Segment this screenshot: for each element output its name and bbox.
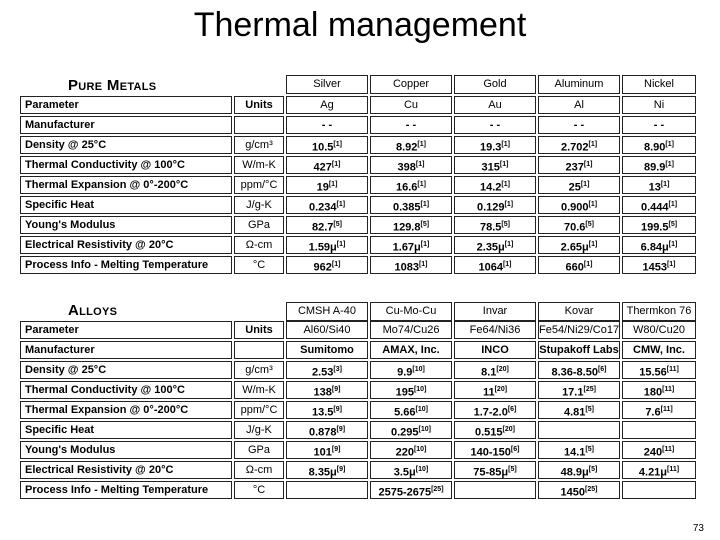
alloys-column-header: Invar [454, 302, 536, 321]
units-cell: g/cm³ [234, 136, 284, 154]
units-cell: J/g-K [234, 421, 284, 439]
value-cell: 129.8[5] [370, 216, 452, 234]
value-cell: 89.9[1] [622, 156, 696, 174]
units-cell: g/cm³ [234, 361, 284, 379]
parameter-label: Thermal Conductivity @ 100°C [20, 156, 232, 174]
value-cell: 1083[1] [370, 256, 452, 274]
value-cell: 14.1[5] [538, 441, 620, 459]
value-cell: 180[11] [622, 381, 696, 399]
table-row [20, 440, 696, 460]
table-row [20, 380, 696, 400]
value-cell: 8.1[20] [454, 361, 536, 379]
value-cell: 4.81[5] [538, 401, 620, 419]
value-cell [622, 481, 696, 499]
value-cell: 2575-2675[25] [370, 481, 452, 499]
parameter-label: Specific Heat [20, 196, 232, 214]
value-cell: INCO [454, 341, 536, 359]
alloys-column-header: CMSH A-40 [286, 302, 368, 321]
parameter-label: Process Info - Melting Temperature [20, 256, 232, 274]
value-cell: Ni [622, 96, 696, 114]
value-cell: 1064[1] [454, 256, 536, 274]
value-cell: 19.3[1] [454, 136, 536, 154]
table-row [20, 155, 696, 175]
value-cell: 0.385[1] [370, 196, 452, 214]
value-cell: 237[1] [538, 156, 620, 174]
table-row [20, 135, 696, 155]
value-cell: 8.36-8.50[6] [538, 361, 620, 379]
table-row [20, 400, 696, 420]
value-cell: 7.6[11] [622, 401, 696, 419]
value-cell [622, 421, 696, 439]
table-row [20, 340, 696, 360]
value-cell: 70.6[5] [538, 216, 620, 234]
units-cell [234, 116, 284, 134]
units-cell: W/m-K [234, 156, 284, 174]
value-cell: 0.878[9] [286, 421, 368, 439]
value-cell: 48.9μ[5] [538, 461, 620, 479]
value-cell: Al60/Si40 [286, 321, 368, 339]
units-cell: Ω-cm [234, 461, 284, 479]
units-cell: Units [234, 96, 284, 114]
units-cell: GPa [234, 441, 284, 459]
value-cell: 82.7[5] [286, 216, 368, 234]
parameter-label: Manufacturer [20, 341, 232, 359]
value-cell: 75-85μ[5] [454, 461, 536, 479]
value-cell: - - [286, 116, 368, 134]
alloys-column-header: Kovar [538, 302, 620, 321]
value-cell: 15.56[11] [622, 361, 696, 379]
value-cell [538, 421, 620, 439]
units-cell [234, 341, 284, 359]
alloys-column-header: Thermkon 76 [622, 302, 696, 321]
parameter-label: Density @ 25°C [20, 136, 232, 154]
value-cell [286, 481, 368, 499]
units-cell: GPa [234, 216, 284, 234]
value-cell: Fe64/Ni36 [454, 321, 536, 339]
table-row [20, 460, 696, 480]
value-cell: 5.66[10] [370, 401, 452, 419]
value-cell: 101[9] [286, 441, 368, 459]
value-cell: 240[11] [622, 441, 696, 459]
value-cell: 0.234[1] [286, 196, 368, 214]
value-cell: 8.35μ[9] [286, 461, 368, 479]
value-cell: AMAX, Inc. [370, 341, 452, 359]
parameter-label: Thermal Expansion @ 0°-200°C [20, 401, 232, 419]
pure-metals-column-header: Aluminum [538, 75, 620, 94]
value-cell [454, 481, 536, 499]
table-row [20, 320, 696, 340]
parameter-label: Electrical Resistivity @ 20°C [20, 236, 232, 254]
value-cell: 427[1] [286, 156, 368, 174]
value-cell: W80/Cu20 [622, 321, 696, 339]
value-cell: 2.702[1] [538, 136, 620, 154]
value-cell: 16.6[1] [370, 176, 452, 194]
value-cell: 13.5[9] [286, 401, 368, 419]
table-row [20, 480, 696, 500]
value-cell: Stupakoff Labs [538, 341, 620, 359]
value-cell: 2.53[3] [286, 361, 368, 379]
parameter-label: Process Info - Melting Temperature [20, 481, 232, 499]
value-cell: 199.5[5] [622, 216, 696, 234]
parameter-label: Thermal Expansion @ 0°-200°C [20, 176, 232, 194]
value-cell: 0.900[1] [538, 196, 620, 214]
slide-title: Thermal management [193, 6, 527, 44]
value-cell: 0.515[20] [454, 421, 536, 439]
value-cell: Sumitomo [286, 341, 368, 359]
value-cell: 78.5[5] [454, 216, 536, 234]
value-cell: CMW, Inc. [622, 341, 696, 359]
value-cell: 3.5μ[10] [370, 461, 452, 479]
alloys-column-header: Cu-Mo-Cu [370, 302, 452, 321]
value-cell: 4.21μ[11] [622, 461, 696, 479]
units-cell: W/m-K [234, 381, 284, 399]
value-cell: 138[9] [286, 381, 368, 399]
value-cell: 11[20] [454, 381, 536, 399]
value-cell: 9.9[10] [370, 361, 452, 379]
pure-metals-column-header: Gold [454, 75, 536, 94]
parameter-label: Young's Modulus [20, 441, 232, 459]
units-cell: Ω-cm [234, 236, 284, 254]
units-cell: °C [234, 481, 284, 499]
alloys-heading: Alloys [68, 302, 118, 319]
value-cell: 17.1[25] [538, 381, 620, 399]
units-cell: ppm/°C [234, 401, 284, 419]
table-row [20, 420, 696, 440]
units-cell: ppm/°C [234, 176, 284, 194]
parameter-label: Thermal Conductivity @ 100°C [20, 381, 232, 399]
value-cell: 660[1] [538, 256, 620, 274]
parameter-label: Specific Heat [20, 421, 232, 439]
pure-metals-column-header: Nickel [622, 75, 696, 94]
value-cell: 0.129[1] [454, 196, 536, 214]
page-number: 73 [692, 523, 704, 534]
parameter-label: Parameter [20, 96, 232, 114]
table-row [20, 95, 696, 115]
pure-metals-column-header: Silver [286, 75, 368, 94]
value-cell: - - [622, 116, 696, 134]
value-cell: 0.295[10] [370, 421, 452, 439]
value-cell: 2.65μ[1] [538, 236, 620, 254]
value-cell: 13[1] [622, 176, 696, 194]
value-cell: Mo74/Cu26 [370, 321, 452, 339]
value-cell: - - [538, 116, 620, 134]
value-cell: 315[1] [454, 156, 536, 174]
parameter-label: Density @ 25°C [20, 361, 232, 379]
value-cell: 140-150[6] [454, 441, 536, 459]
value-cell: 0.444[1] [622, 196, 696, 214]
units-cell: J/g-K [234, 196, 284, 214]
value-cell: Au [454, 96, 536, 114]
value-cell: 8.90[1] [622, 136, 696, 154]
units-cell: °C [234, 256, 284, 274]
value-cell: 962[1] [286, 256, 368, 274]
value-cell: Fe54/Ni29/Co17 [538, 321, 620, 339]
value-cell: Cu [370, 96, 452, 114]
value-cell: 195[10] [370, 381, 452, 399]
value-cell: 8.92[1] [370, 136, 452, 154]
table-row [20, 175, 696, 195]
parameter-label: Young's Modulus [20, 216, 232, 234]
value-cell: - - [370, 116, 452, 134]
value-cell: 1450[25] [538, 481, 620, 499]
value-cell: Ag [286, 96, 368, 114]
table-row [20, 235, 696, 255]
value-cell: 1453[1] [622, 256, 696, 274]
value-cell: 14.2[1] [454, 176, 536, 194]
table-row [20, 195, 696, 215]
value-cell: 19[1] [286, 176, 368, 194]
value-cell: 1.7-2.0[6] [454, 401, 536, 419]
value-cell: 2.35μ[1] [454, 236, 536, 254]
pure-metals-column-header: Copper [370, 75, 452, 94]
table-row [20, 115, 696, 135]
parameter-label: Manufacturer [20, 116, 232, 134]
value-cell: 1.59μ[1] [286, 236, 368, 254]
value-cell: 398[1] [370, 156, 452, 174]
parameter-label: Electrical Resistivity @ 20°C [20, 461, 232, 479]
value-cell: - - [454, 116, 536, 134]
value-cell: Al [538, 96, 620, 114]
table-row [20, 215, 696, 235]
value-cell: 220[10] [370, 441, 452, 459]
value-cell: 1.67μ[1] [370, 236, 452, 254]
pure-metals-heading: Pure Metals [68, 77, 157, 94]
value-cell: 10.5[1] [286, 136, 368, 154]
units-cell: Units [234, 321, 284, 339]
table-row [20, 255, 696, 275]
value-cell: 25[1] [538, 176, 620, 194]
value-cell: 6.84μ[1] [622, 236, 696, 254]
parameter-label: Parameter [20, 321, 232, 339]
table-row [20, 360, 696, 380]
